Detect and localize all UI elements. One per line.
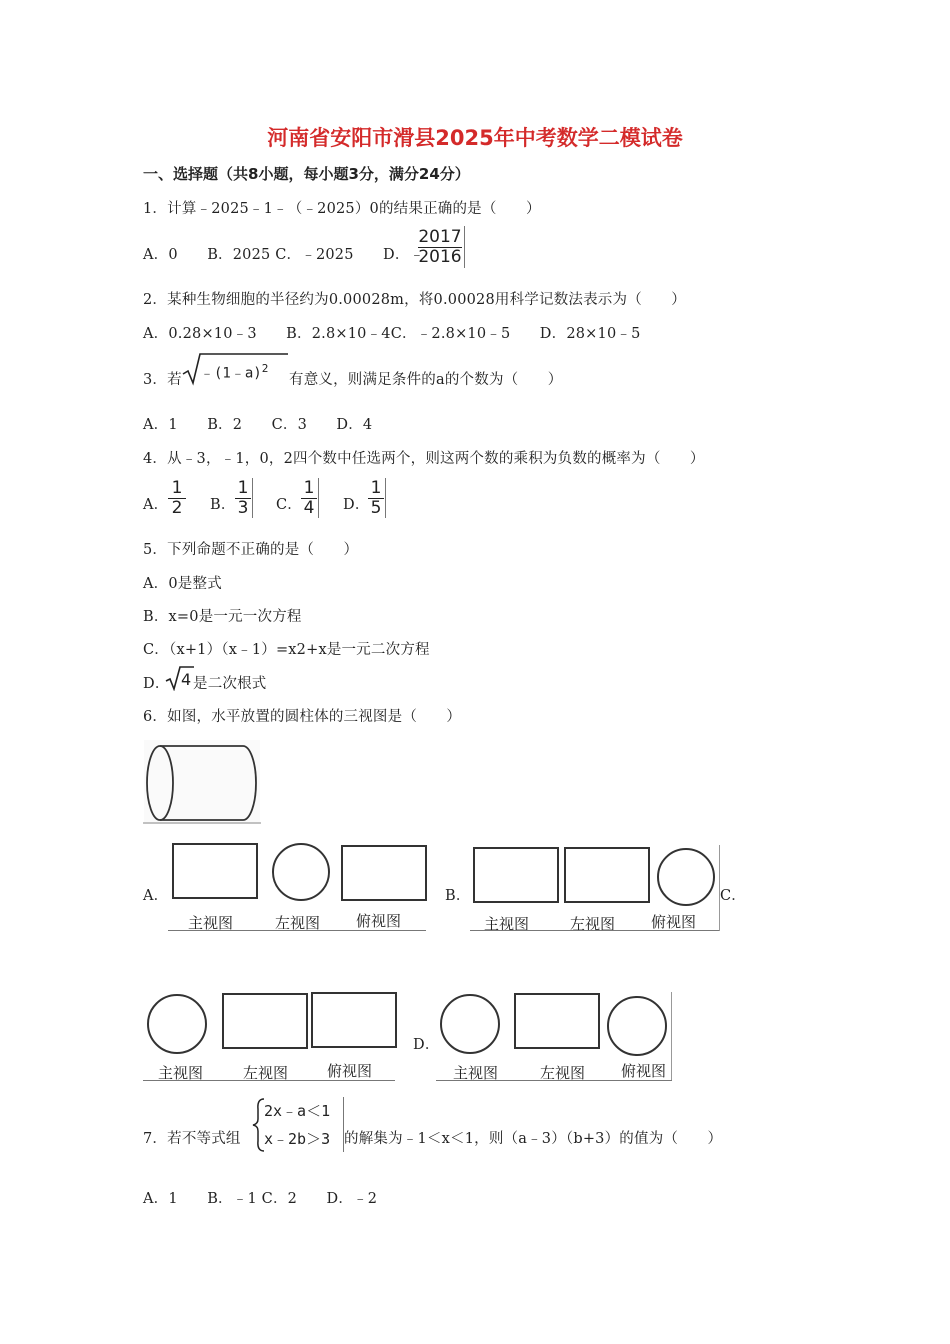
question-1-stem: 1．计算﹣2025﹣1﹣（﹣2025）0的结果正确的是（ ） bbox=[143, 201, 541, 217]
image-edge bbox=[464, 226, 465, 268]
question-1-fraction bbox=[418, 228, 462, 267]
fraction-denominator: 4 bbox=[303, 498, 315, 518]
figure-baseline bbox=[470, 930, 720, 931]
main-view-rect bbox=[172, 843, 258, 899]
left-view-rect bbox=[514, 993, 600, 1049]
fraction-denominator: 2 bbox=[171, 498, 183, 518]
left-view-rect bbox=[222, 993, 308, 1049]
option-c-fraction bbox=[301, 479, 317, 518]
caption-main-view: 主视图 bbox=[158, 1064, 204, 1082]
main-view-circle bbox=[440, 994, 500, 1054]
question-4-stem: 4．从﹣3，﹣1，0，2四个数中任选两个，则这两个数的乘积为负数的概率为（ ） bbox=[143, 451, 705, 467]
figure-baseline bbox=[143, 1080, 395, 1081]
top-view-circle bbox=[657, 848, 715, 906]
caption-top-view: 俯视图 bbox=[651, 913, 697, 931]
question-5-option-d-prefix: D． bbox=[143, 676, 170, 692]
question-2-options: A．0.28×10﹣3 B．2.8×10﹣4C．﹣2.8×10﹣5 D．28×10﹣5 bbox=[143, 326, 641, 342]
top-view-rect bbox=[311, 992, 397, 1048]
cylinder-figure bbox=[143, 740, 261, 826]
caption-main-view: 主视图 bbox=[453, 1064, 499, 1082]
question-3-options: A．1 B．2 C．3 D．4 bbox=[143, 417, 373, 433]
caption-main-view: 主视图 bbox=[484, 915, 530, 933]
image-edge bbox=[252, 478, 253, 518]
question-7-suffix: 的解集为﹣1＜x＜1，则（a﹣3）（b+3）的值为（ ） bbox=[344, 1131, 723, 1147]
question-7-options: A．1 B．﹣1 C．2 D．﹣2 bbox=[143, 1191, 378, 1207]
caption-left-view: 左视图 bbox=[570, 915, 616, 933]
option-a-fraction bbox=[168, 479, 186, 518]
fraction-numerator: 2017 bbox=[418, 227, 462, 247]
fraction-numerator: 1 bbox=[370, 478, 382, 498]
question-7-prefix: 7．若不等式组 bbox=[143, 1131, 241, 1147]
inequality-2: x﹣2b＞3 bbox=[264, 1130, 331, 1148]
fraction-numerator: 1 bbox=[237, 478, 249, 498]
left-view-rect bbox=[564, 847, 650, 903]
option-b-label: B． bbox=[210, 497, 236, 513]
q6-option-a-label: A． bbox=[143, 888, 169, 904]
option-a-label: A． bbox=[143, 497, 169, 513]
caption-left-view: 左视图 bbox=[243, 1064, 289, 1082]
main-view-rect bbox=[473, 847, 559, 903]
caption-top-view: 俯视图 bbox=[621, 1062, 667, 1080]
inequality-1: 2x﹣a＜1 bbox=[264, 1102, 331, 1120]
radicand-exponent: 2 bbox=[261, 362, 269, 375]
caption-main-view: 主视图 bbox=[188, 914, 234, 932]
question-5-option-c: C．（x+1）（x﹣1）=x2+x是一元二次方程 bbox=[143, 642, 430, 658]
fraction-numerator: 1 bbox=[303, 478, 315, 498]
caption-top-view: 俯视图 bbox=[356, 912, 402, 930]
radicand-text: ﹣(1﹣a) bbox=[200, 365, 262, 382]
question-6-stem: 6．如图，水平放置的圆柱体的三视图是（ ） bbox=[143, 709, 462, 725]
question-1-options: A．0 B．2025 C．﹣2025 D．﹣ bbox=[143, 247, 425, 263]
top-view-circle bbox=[607, 996, 667, 1056]
option-d-fraction bbox=[368, 479, 384, 518]
caption-top-view: 俯视图 bbox=[327, 1062, 373, 1080]
page-title: 河南省安阳市滑县2025年中考数学二模试卷 bbox=[267, 126, 683, 150]
section-heading: 一、选择题（共8小题，每小题3分，满分24分） bbox=[143, 165, 470, 183]
question-5-option-d-suffix: 是二次根式 bbox=[193, 676, 267, 692]
fraction-denominator: 2016 bbox=[418, 247, 462, 267]
question-3-prefix: 3．若 bbox=[143, 372, 182, 388]
figure-baseline bbox=[168, 930, 426, 931]
image-edge bbox=[671, 992, 672, 1080]
question-3-radicand bbox=[200, 362, 268, 383]
main-view-circle bbox=[147, 994, 207, 1054]
question-2-stem: 2．某种生物细胞的半径约为0.00028m，将0.00028用科学记数法表示为（ ） bbox=[143, 292, 686, 308]
option-b-fraction bbox=[235, 479, 251, 518]
fraction-denominator: 3 bbox=[237, 498, 249, 518]
fraction-denominator: 5 bbox=[370, 498, 382, 518]
image-edge bbox=[318, 478, 319, 518]
caption-left-view: 左视图 bbox=[275, 914, 321, 932]
question-5-option-a: A．0是整式 bbox=[143, 576, 222, 592]
question-5-radicand: 4 bbox=[181, 670, 192, 689]
q6-option-c-label: C． bbox=[720, 888, 746, 904]
fraction-numerator: 1 bbox=[171, 478, 183, 498]
option-c-label: C． bbox=[276, 497, 302, 513]
left-view-circle bbox=[272, 843, 330, 901]
question-5-stem: 5．下列命题不正确的是（ ） bbox=[143, 542, 359, 558]
image-edge bbox=[385, 478, 386, 518]
caption-left-view: 左视图 bbox=[540, 1064, 586, 1082]
question-5-option-b: B．x=0是一元一次方程 bbox=[143, 609, 302, 625]
figure-baseline bbox=[436, 1080, 672, 1081]
q6-option-d-label: D． bbox=[413, 1037, 440, 1053]
option-d-label: D． bbox=[343, 497, 370, 513]
question-3-suffix: 有意义，则满足条件的a的个数为（ ） bbox=[289, 372, 563, 388]
q6-option-b-label: B． bbox=[445, 888, 471, 904]
top-view-rect bbox=[341, 845, 427, 901]
